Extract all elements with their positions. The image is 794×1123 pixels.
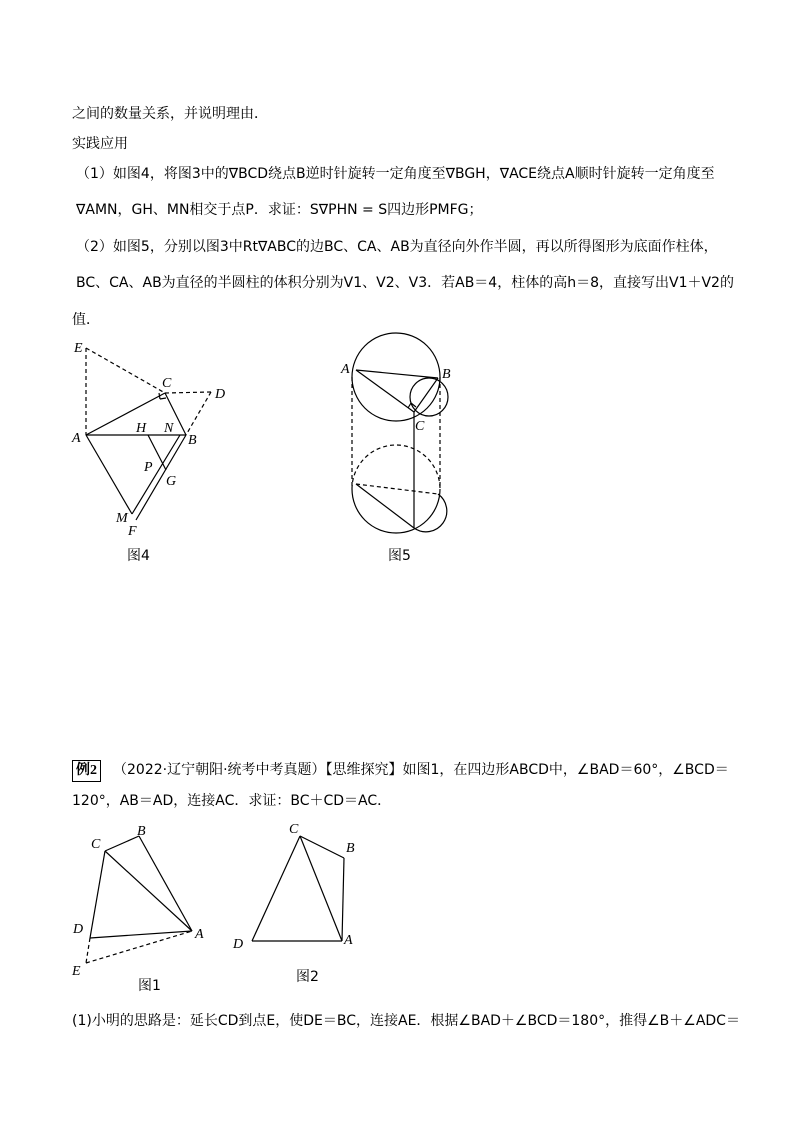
fig5-label-B: B [442,367,451,382]
example-2-line-1 [72,760,729,782]
problem-2-line-b: BC、CA、AB为直径的半圆柱的体积分别为V1、V2、V3．若AB＝4，柱体的高h＝8，直接写出V1＋V2的 [76,275,734,291]
problem-1-line-b [76,200,483,220]
fig4-caption: 图4 [127,548,150,564]
fig5-caption: 图5 [388,548,411,564]
problem-1-formula: S∇PHN = S四边形PMFG； [309,202,483,218]
fig1-label-C: C [91,837,101,852]
problem-2-line-a: （2）如图5，分别以图3中Rt∇ABC的边BC、CA、AB为直径向外作半圆，再以所得图形为底面作柱体， [76,239,718,255]
fig1-label-A: A [195,927,204,942]
fig5-label-A: A [341,362,350,377]
example-2-text-1: （2022·辽宁朝阳·统考中考真题）【思维探究】如图1，在四边形ABCD中，∠BAD＝60°，∠BCD＝ [113,762,729,778]
figure-4 [60,332,260,542]
example-2-line-2: 120°，AB＝AD，连接AC．求证：BC＋CD＝AC． [72,793,392,809]
fig2-label-A: A [344,933,353,948]
fig2-caption: 图2 [296,969,319,985]
fig4-label-C: C [162,376,172,391]
fig1-caption: 图1 [138,978,161,994]
fig2-label-D: D [233,937,244,952]
text-line-1: 之间的数量关系，并说明理由． [72,106,268,122]
fig4-label-G: G [166,474,177,489]
fig4-label-H: H [136,421,147,436]
fig4-label-F: F [128,524,137,539]
fig4-label-A: A [72,431,81,446]
fig4-label-E: E [74,341,83,356]
fig4-label-D: D [215,387,226,402]
section-heading: 实践应用 [72,136,128,152]
fig2-label-B: B [346,841,355,856]
fig1-label-D: D [73,922,84,937]
figure-5 [335,330,460,540]
fig4-label-M: M [116,511,128,526]
fig4-label-N: N [164,421,174,436]
problem-1-line-a: （1）如图4，将图3中的∇BCD绕点B逆时针旋转一定角度至∇BGH，∇ACE绕点A顺时针旋转一定角度至 [76,166,715,182]
problem-1-text: ∇AMN，GH、MN相交于点P．求证： [76,202,310,218]
fig5-label-C: C [415,419,425,434]
fig1-label-E: E [72,964,81,978]
problem-2-line-c: 值． [72,312,100,328]
fig4-label-B: B [188,433,197,448]
fig1-label-B: B [137,824,146,839]
example-tag: 例2 [72,760,101,782]
figure-1 [65,818,215,978]
fig4-label-P: P [144,460,153,475]
fig2-label-C: C [289,822,299,837]
figure-2 [225,818,370,958]
sub-question-1: (1)小明的思路是：延长CD到点E，使DE＝BC，连接AE．根据∠BAD＋∠BCD＝180°，推得∠B＋∠ADC＝ [72,1013,740,1029]
